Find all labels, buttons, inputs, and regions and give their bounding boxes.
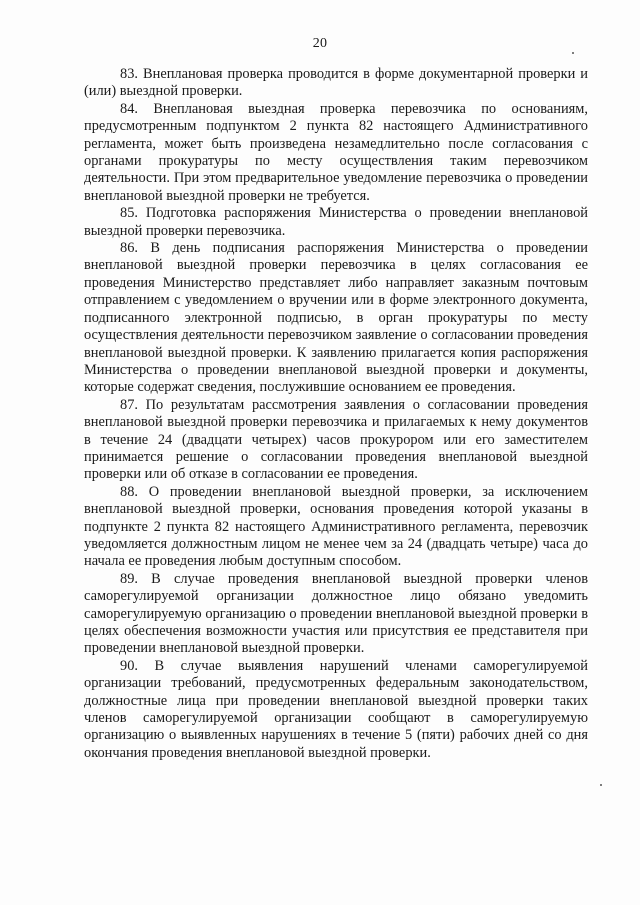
paragraph-84: 84. Внеплановая выездная проверка перевозчика по основаниям, предусмотренным подпунктом 2 пункта 82 настоящего Административного регламента, может быть произведена незамедлительно после согласования с органами прокуратуры по месту осуществления таким перевозчиком деятельности. При этом предварительное уведомление перевозчика о проведении внеплановой выездной проверки не требуется.: [84, 100, 588, 204]
page-number: 20: [312, 36, 328, 51]
paragraph-85: 85. Подготовка распоряжения Министерства о проведении внеплановой выездной проверки перевозчика.: [84, 205, 588, 239]
document-body: [84, 66, 588, 762]
paragraph-83: 83. Внеплановая проверка проводится в форме документарной проверки и (или) выездной проверки.: [84, 66, 588, 100]
paragraph-86: 86. В день подписания распоряжения Министерства о проведении внеплановой выездной проверки перевозчика в целях согласования ее проведения Министерство представляет либо направляет заказным почтовым отправлением с уведомлением о вручении или в форме электронного документа, подписанного электронной подписью, в орган прокуратуры по месту осуществления деятельности перевозчиком заявление о согласовании проведения внеплановой выездной проверки. К заявлению прилагается копия распоряжения Министерства о проведении внеплановой выездной проверки и документы, которые содержат сведения, послужившие основанием ее проведения.: [84, 240, 588, 396]
paragraph-87: 87. По результатам рассмотрения заявления о согласовании проведения внеплановой выездной проверки перевозчика и прилагаемых к нему документов в течение 24 (двадцати четырех) часов прокурором или его заместителем принимается решение о согласовании проведения внеплановой выездной проверки или об отказе в согласовании ее проведения.: [84, 396, 588, 483]
scan-speck: [572, 52, 574, 54]
paragraph-89: 89. В случае проведения внеплановой выездной проверки членов саморегулируемой организации должностное лицо обязано уведомить саморегулируемую организацию о проведении внеплановой выездной проверки в целях обеспечения возможности участия или присутствия ее представителя при проведении внеплановой выездной проверки.: [84, 570, 588, 657]
scan-speck: [600, 784, 602, 786]
paragraph-88: 88. О проведении внеплановой выездной проверки, за исключением внеплановой выездной проверки, основания проведения которой указаны в подпункте 2 пункта 82 настоящего Административного регламента, перевозчик уведомляется должностным лицом не менее чем за 24 (двадцать четыре) часа до начала ее проведения любым доступным способом.: [84, 483, 588, 570]
paragraph-90: 90. В случае выявления нарушений членами саморегулируемой организации требований, предусмотренных федеральным законодательством, должностные лица при проведении внеплановой выездной проверки таких членов саморегулируемой организации сообщают в саморегулируемую организацию о выявленных нарушениях в течение 5 (пяти) рабочих дней со дня окончания проведения внеплановой выездной проверки.: [84, 657, 588, 761]
